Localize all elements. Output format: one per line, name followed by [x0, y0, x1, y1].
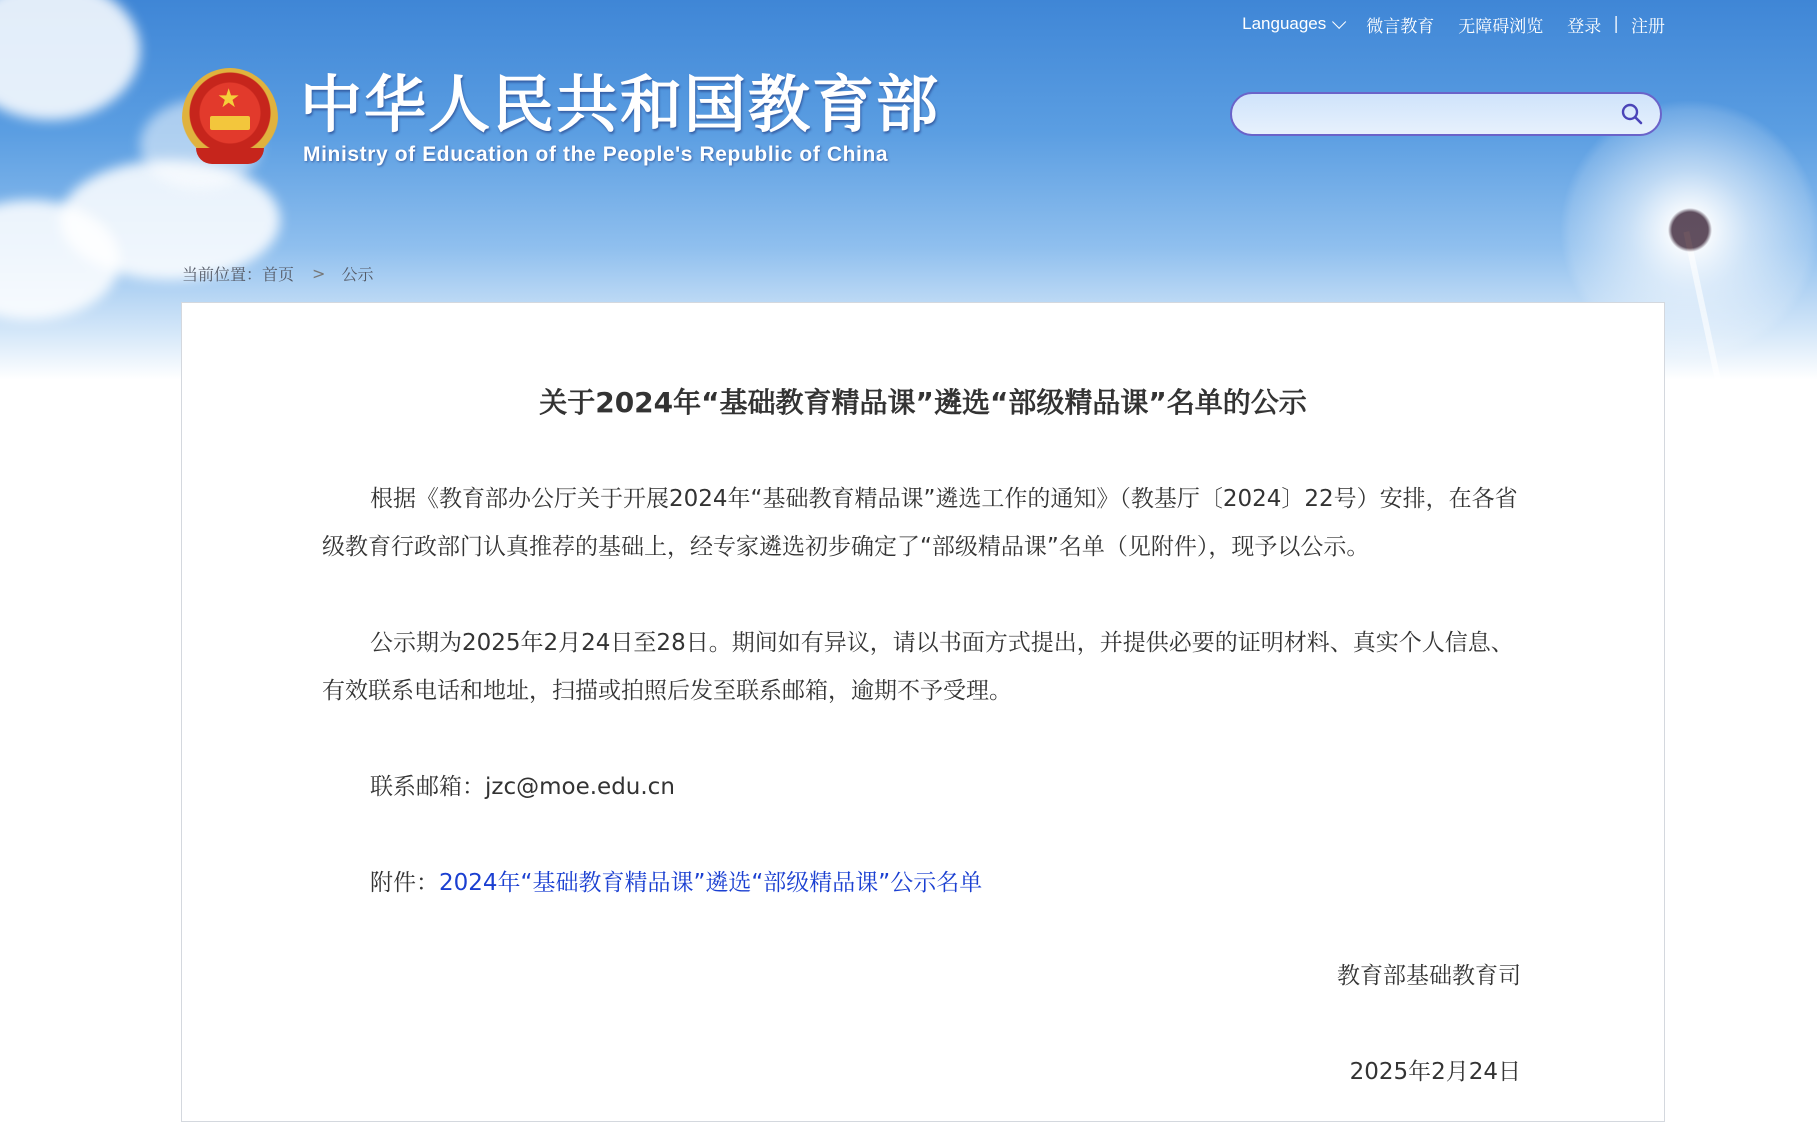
article-paragraph: 公示期为2025年2月24日至28日。期间如有异议，请以书面方式提出，并提供必要的证明材料、真实个人信息、有效联系电话和地址，扫描或拍照后发至联系邮箱，逾期不予受理。 — [322, 630, 1514, 704]
article-title: 关于2024年“基础教育精品课”遴选“部级精品课”名单的公示 — [539, 386, 1307, 419]
search-icon[interactable] — [1620, 102, 1644, 126]
chevron-down-icon — [1332, 15, 1346, 29]
breadcrumb-current[interactable]: 公示 — [341, 265, 374, 284]
search-bar — [1230, 92, 1662, 136]
publish-date: 2025年2月24日 — [1349, 1059, 1521, 1085]
search-input[interactable] — [1250, 100, 1594, 130]
attachment-label: 附件： — [370, 870, 439, 896]
national-emblem-logo[interactable] — [182, 68, 278, 168]
accessibility-link[interactable]: 无障碍浏览 — [1458, 16, 1544, 37]
star-icon: ★ — [217, 84, 241, 114]
attachment-link[interactable]: 2024年“基础教育精品课”遴选“部级精品课”公示名单 — [439, 870, 983, 896]
top-navigation — [1242, 12, 1665, 36]
article-paragraph: 根据《教育部办公厅关于开展2024年“基础教育精品课”遴选工作的通知》（教基厅〔2024〕22号）安排，在各省级教育行政部门认真推荐的基础上，经专家遴选初步确定了“部级精品课”名单（见附件），现予以公示。 — [322, 486, 1518, 560]
tiananmen-gate-icon — [210, 116, 250, 130]
breadcrumb — [182, 262, 373, 285]
cloud-decoration — [0, 0, 140, 120]
login-link[interactable]: 登录 — [1567, 16, 1602, 37]
site-subtitle: Ministry of Education of the People's Republic of China — [303, 143, 889, 166]
weiyan-education-link[interactable]: 微言教育 — [1366, 16, 1435, 37]
breadcrumb-home-link[interactable]: 首页 — [262, 265, 295, 284]
languages-label: Languages — [1242, 14, 1327, 33]
breadcrumb-prefix: 当前位置： — [182, 265, 263, 284]
topbar-divider: | — [1613, 14, 1619, 34]
breadcrumb-separator: > — [312, 264, 326, 283]
site-title[interactable]: 中华人民共和国教育部 — [300, 68, 941, 141]
article-container — [181, 302, 1665, 1122]
contact-email: 联系邮箱：jzc@moe.edu.cn — [370, 774, 675, 800]
attachment-line — [322, 859, 1522, 907]
register-link[interactable]: 注册 — [1631, 16, 1665, 37]
languages-dropdown[interactable] — [1242, 14, 1342, 34]
issuer-signature: 教育部基础教育司 — [1337, 963, 1521, 989]
ribbon-icon — [196, 148, 264, 164]
